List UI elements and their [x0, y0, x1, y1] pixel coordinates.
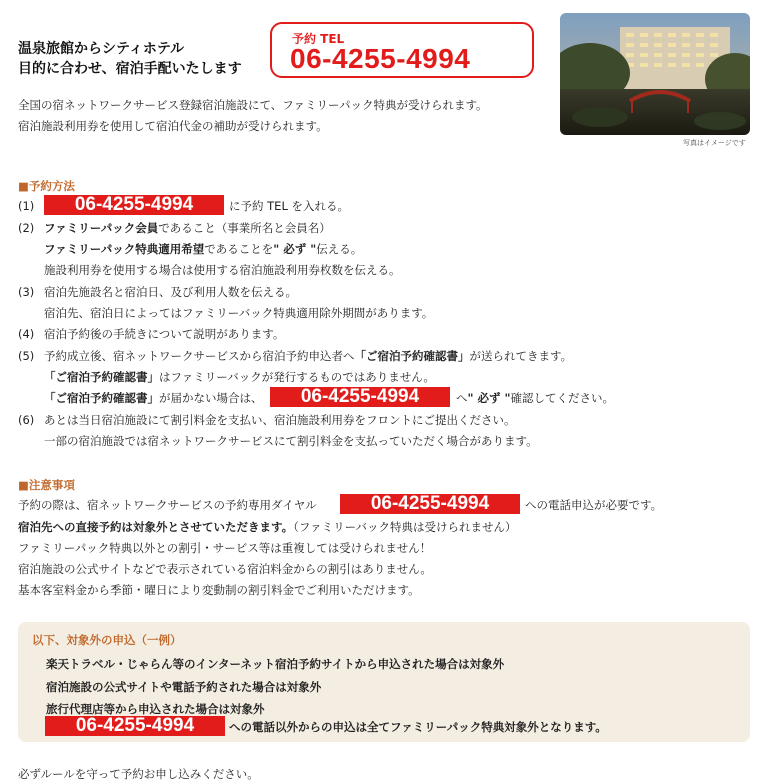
step-5-line-3b	[456, 391, 614, 405]
excluded-title: 以下、対象外の申込（一例）	[32, 633, 182, 647]
notes-title: ■注意事項	[18, 478, 75, 492]
step-5-doc-3: 「ご宿泊予約確認書」	[44, 391, 159, 405]
step-2-member-detail: であること（事業所名と会員名）	[158, 221, 331, 235]
tel-box	[270, 22, 534, 78]
step-5-number: (5)	[18, 349, 35, 363]
step-1-text: に予約 TEL を入れる。	[229, 199, 350, 213]
footer-text: 必ずルールを守って予約お申し込みください。	[18, 767, 259, 781]
note-2	[18, 520, 517, 534]
excluded-1: 楽天トラベル・じゃらん等のインターネット宿泊予約サイトから申込された場合は対象外	[46, 657, 505, 671]
step-5-not-issued: はファミリーバックが発行するものではありません。	[159, 370, 435, 384]
step-3-line-2: 宿泊先、宿泊日によってはファミリーバック特典適用除外期間があります。	[44, 306, 434, 320]
header-line-1: 温泉旅館からシティホテル	[18, 41, 185, 57]
step-2-must: " 必ず "	[273, 242, 317, 256]
step-5-tel[interactable]: 06-4255-4994	[270, 387, 450, 407]
step-5-line-1	[44, 349, 572, 363]
note-4: 宿泊施設の公式サイトなどで表示されている宿泊料金からの割引はありません。	[18, 562, 432, 576]
step-6-number: (6)	[18, 413, 35, 427]
step-4-number: (4)	[18, 327, 35, 341]
note-5: 基本客室料金から季節・曜日により変動制の割引料金でご利用いただけます。	[18, 583, 420, 597]
step-5-line-3a	[44, 391, 263, 405]
note-2-paren: （ファミリーバック特典は受けられません）	[293, 520, 517, 534]
step-5-must: " 必ず "	[467, 391, 511, 405]
step-2-line-1	[44, 221, 331, 235]
excluded-4-text: への電話以外からの申込は全てファミリーパック特典対象外となります。	[229, 720, 607, 734]
excluded-box	[18, 622, 750, 742]
excluded-2: 宿泊施設の公式サイトや電話予約された場合は対象外	[46, 680, 322, 694]
step-4-line-1: 宿泊予約後の手続きについて説明があります。	[44, 327, 285, 341]
step-2-tell: 伝える。	[316, 242, 363, 256]
step-5-confirm: 確認してください。	[510, 391, 614, 405]
header-line-2: 目的に合わせ、宿泊手配いたします	[18, 61, 242, 77]
intro-line-1: 全国の宿ネットワークサービス登録宿泊施設にて、ファミリーパック特典が受けられます。	[18, 98, 488, 112]
step-2-line-3: 施設利用券を使用する場合は使用する宿泊施設利用券枚数を伝える。	[44, 263, 401, 277]
photo-caption: 写真はイメージです	[683, 139, 746, 147]
step-3-number: (3)	[18, 285, 35, 299]
step-2-number: (2)	[18, 221, 35, 235]
hotel-photo	[560, 13, 750, 135]
excluded-3: 旅行代理店等から申込された場合は対象外	[46, 702, 265, 716]
step-5-not-arrive: が届かない場合は、	[159, 391, 263, 405]
step-5-to: へ	[456, 391, 468, 405]
note-3: ファミリーパック特典以外との割引・サービス等は重複しては受けられません！	[18, 541, 432, 555]
step-6-line-2: 一部の宿泊施設では宿ネットワークサービスにて割引料金を支払っていただく場合があります。	[44, 434, 538, 448]
step-1-tel[interactable]: 06-4255-4994	[44, 195, 224, 215]
step-2-member: ファミリーパック会員	[44, 221, 159, 235]
note-1-tel[interactable]: 06-4255-4994	[340, 494, 520, 514]
step-2-hope: ファミリーパック特典適用希望	[44, 242, 205, 256]
step-6-line-1: あとは当日宿泊施設にて割引料金を支払い、宿泊施設利用券をフロントにご提出ください。	[44, 413, 516, 427]
step-1-number: (1)	[18, 199, 35, 213]
step-5-line-2	[44, 370, 435, 384]
tel-label: 予約 TEL	[292, 32, 345, 46]
step-5-after: 予約成立後、宿ネットワークサービスから宿泊予約申込者へ	[44, 349, 355, 363]
tel-number[interactable]: 06-4255-4994	[290, 43, 471, 74]
intro-line-2: 宿泊施設利用券を使用して宿泊代金の補助が受けられます。	[18, 119, 328, 133]
hotel-photo-image	[560, 13, 750, 135]
step-5-sent: が送られてきます。	[469, 349, 573, 363]
step-2-line-2	[44, 242, 362, 256]
note-1-text: 予約の際は、宿ネットワークサービスの予約専用ダイヤル	[18, 498, 317, 512]
step-3-line-1: 宿泊先施設名と宿泊日、及び利用人数を伝える。	[44, 285, 297, 299]
excluded-4-tel[interactable]: 06-4255-4994	[45, 716, 225, 736]
reservation-title: ■予約方法	[18, 179, 75, 193]
step-5-doc-1: 「ご宿泊予約確認書」	[354, 349, 470, 363]
note-1-tail: への電話申込が必要です。	[525, 498, 663, 512]
step-5-doc-2: 「ご宿泊予約確認書」	[44, 370, 159, 384]
note-2-direct: 宿泊先への直接予約は対象外とさせていただきます。	[18, 520, 294, 534]
step-2-that: であることを	[204, 242, 274, 256]
